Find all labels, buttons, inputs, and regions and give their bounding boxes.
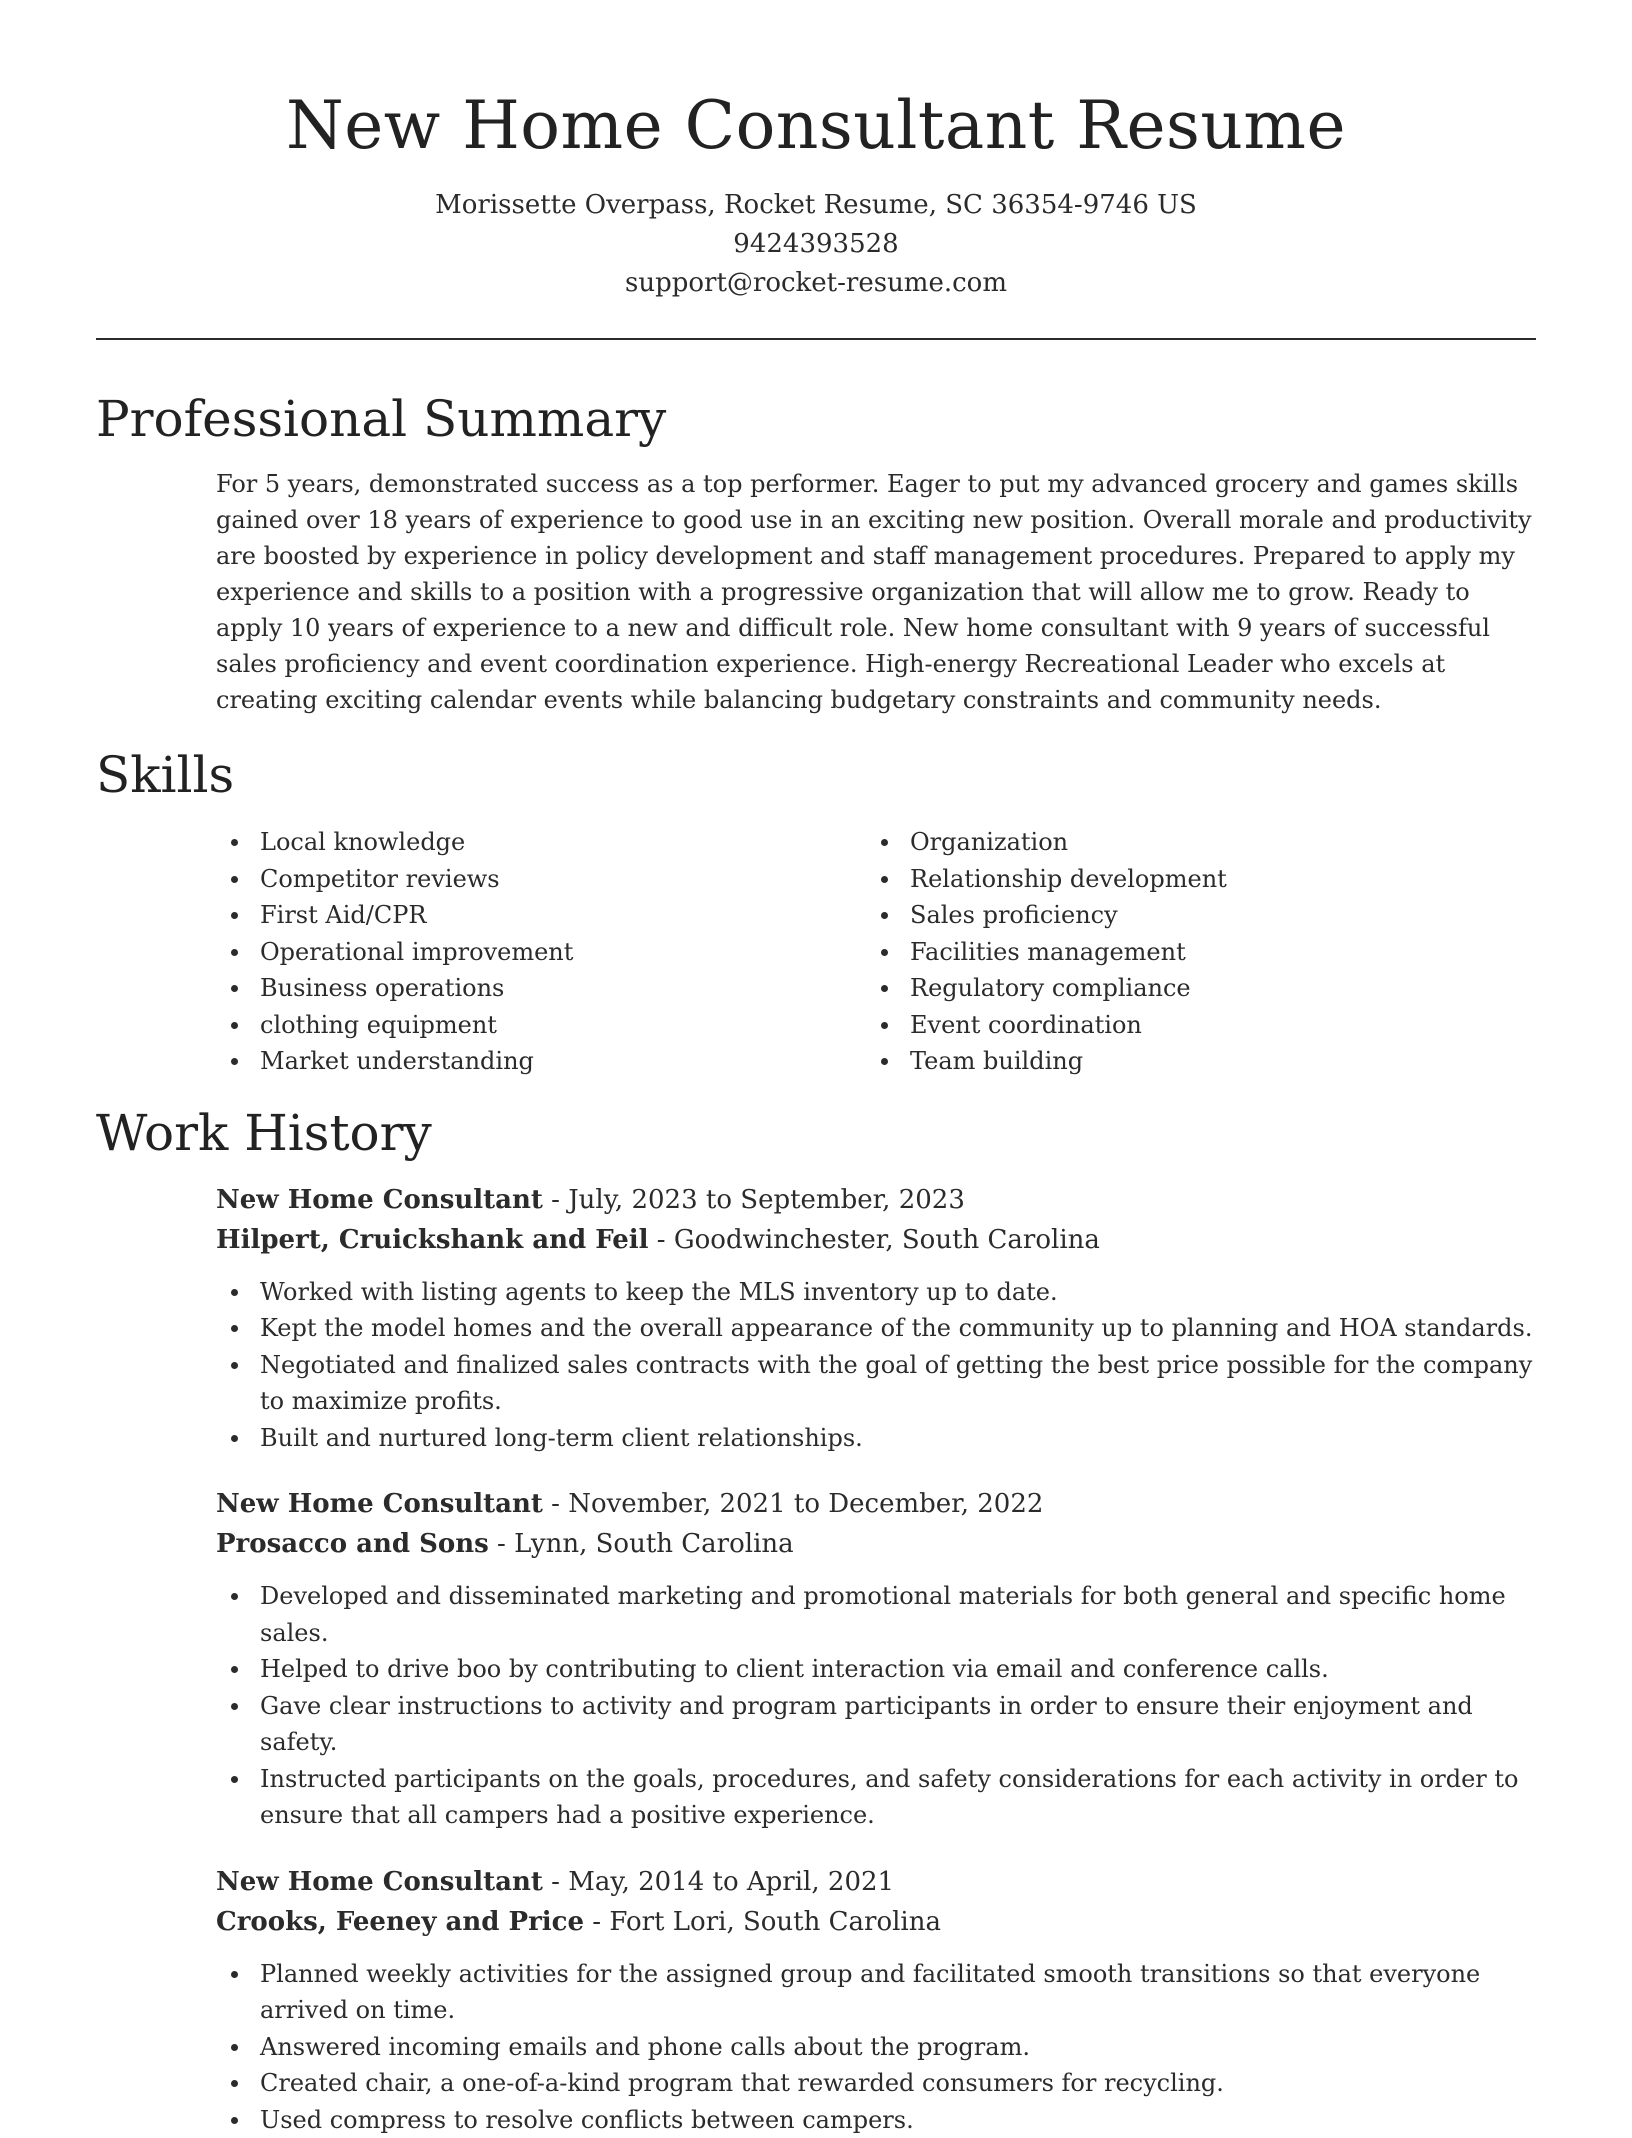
skills-column-right	[866, 824, 1516, 1080]
job-title: New Home Consultant	[216, 1185, 543, 1215]
job-title: New Home Consultant	[216, 1867, 543, 1897]
contact-phone: 9424393528	[96, 225, 1536, 264]
job-title-line	[216, 1862, 1536, 1902]
job-bullets	[216, 1956, 1536, 2138]
job-bullet: Worked with listing agents to keep the MLS inventory up to date.	[216, 1274, 1536, 1311]
job-bullet: Planned weekly activities for the assigned group and facilitated smooth transitions so that everyone arrived on time.	[216, 1956, 1536, 2029]
job-bullet: Created chair, a one-of-a-kind program that rewarded consumers for recycling.	[216, 2065, 1536, 2102]
job-company-line	[216, 1220, 1536, 1260]
summary-text: For 5 years, demonstrated success as a top performer. Eager to put my advanced grocery and games skills gained over 18 years of experience to good use in an exciting new position. Overall morale and productivity are boosted by experience in policy development and staff management procedures. Prepared to apply my experience and skills to a position with a progressive organization that will allow me to grow. Ready to apply 10 years of experience to a new and difficult role. New home consultant with 9 years of successful sales proficiency and event coordination experience. High-energy Recreational Leader who excels at creating exciting calendar events while balancing budgetary constraints and community needs.	[216, 466, 1536, 718]
job-bullets	[216, 1274, 1536, 1457]
job-entry	[216, 1484, 1536, 1834]
job-company-line	[216, 1524, 1536, 1564]
job-entry	[216, 1862, 1536, 2138]
skill-item: First Aid/CPR	[216, 897, 866, 934]
skill-item: Operational improvement	[216, 934, 866, 971]
job-company: Crooks, Feeney and Price	[216, 1907, 584, 1937]
skill-item: clothing equipment	[216, 1007, 866, 1044]
skill-item: Facilities management	[866, 934, 1516, 971]
resume-header	[96, 0, 1536, 303]
job-title: New Home Consultant	[216, 1489, 543, 1519]
job-bullet: Answered incoming emails and phone calls about the program.	[216, 2029, 1536, 2066]
skill-item: Event coordination	[866, 1007, 1516, 1044]
contact-address: Morissette Overpass, Rocket Resume, SC 36354-9746 US	[96, 186, 1536, 225]
job-title-line	[216, 1484, 1536, 1524]
work-history-heading: Work History	[96, 1100, 1536, 1166]
skills-column-left	[216, 824, 866, 1080]
skill-item: Relationship development	[866, 861, 1516, 898]
header-divider	[96, 338, 1536, 340]
skill-item: Regulatory compliance	[866, 970, 1516, 1007]
job-bullet: Developed and disseminated marketing and promotional materials for both general and specific home sales.	[216, 1578, 1536, 1651]
skill-item: Local knowledge	[216, 824, 866, 861]
job-bullet: Helped to drive boo by contributing to client interaction via email and conference calls.	[216, 1651, 1536, 1688]
job-location: - Fort Lori, South Carolina	[584, 1907, 941, 1937]
skill-item: Organization	[866, 824, 1516, 861]
skill-item: Sales proficiency	[866, 897, 1516, 934]
job-dates: - July, 2023 to September, 2023	[543, 1185, 965, 1215]
resume-title: New Home Consultant Resume	[96, 82, 1536, 170]
skill-item: Team building	[866, 1043, 1516, 1080]
job-entry	[216, 1180, 1536, 1457]
job-location: - Goodwinchester, South Carolina	[649, 1225, 1100, 1255]
job-bullet: Kept the model homes and the overall appearance of the community up to planning and HOA standards.	[216, 1310, 1536, 1347]
job-location: - Lynn, South Carolina	[489, 1529, 794, 1559]
job-bullet: Gave clear instructions to activity and program participants in order to ensure their enjoyment and safety.	[216, 1688, 1536, 1761]
skill-item: Business operations	[216, 970, 866, 1007]
job-title-line	[216, 1180, 1536, 1220]
skill-item: Competitor reviews	[216, 861, 866, 898]
skills-heading: Skills	[96, 742, 1536, 808]
job-bullet: Negotiated and finalized sales contracts with the goal of getting the best price possible for the company to maximize profits.	[216, 1347, 1536, 1420]
job-bullet: Used compress to resolve conflicts between campers.	[216, 2102, 1536, 2138]
job-company: Hilpert, Cruickshank and Feil	[216, 1225, 649, 1255]
job-company: Prosacco and Sons	[216, 1529, 489, 1559]
skills-grid	[216, 824, 1536, 1080]
skill-item: Market understanding	[216, 1043, 866, 1080]
contact-block	[96, 186, 1536, 303]
job-dates: - November, 2021 to December, 2022	[543, 1489, 1044, 1519]
job-bullet: Built and nurtured long-term client relationships.	[216, 1420, 1536, 1457]
job-dates: - May, 2014 to April, 2021	[543, 1867, 894, 1897]
job-bullets	[216, 1578, 1536, 1834]
job-bullet: Instructed participants on the goals, procedures, and safety considerations for each activity in order to ensure that all campers had a positive experience.	[216, 1761, 1536, 1834]
contact-email: support@rocket-resume.com	[96, 264, 1536, 303]
summary-heading: Professional Summary	[96, 386, 1536, 452]
job-company-line	[216, 1902, 1536, 1942]
